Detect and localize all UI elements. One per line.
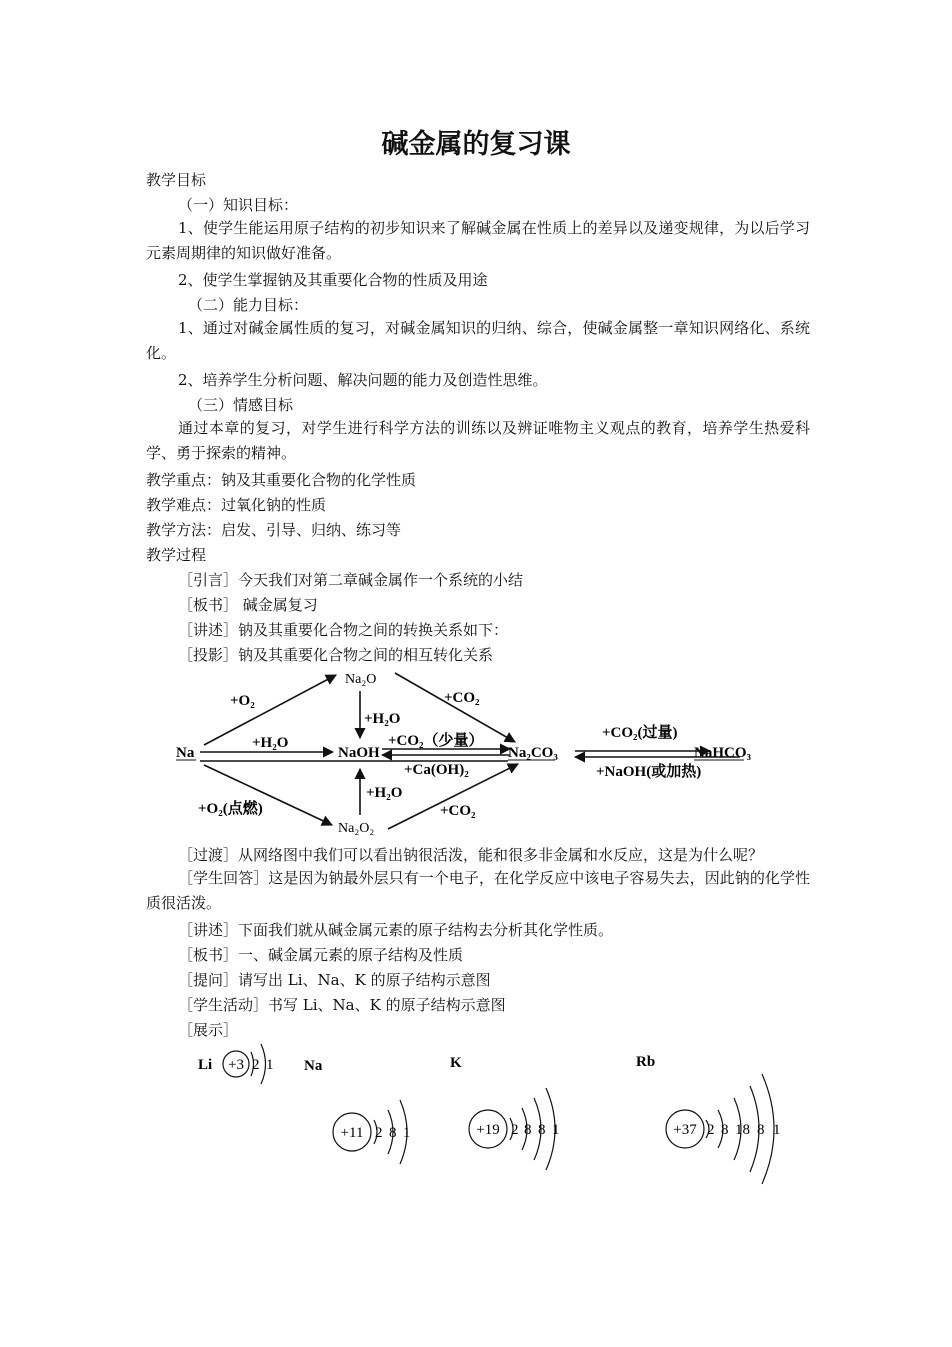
atom-rb-shell-4: 8	[757, 1122, 765, 1138]
arrow-na2o-to-na2co3	[395, 673, 515, 742]
paragraph-knowledge-1: 1、使学生能运用原子结构的初步知识来了解碱金属在性质上的差异以及递变规律，为以后学习元素周期律的知识做好准备。	[146, 219, 810, 262]
label-naoh-heat: +NaOH(或加热)	[596, 764, 702, 780]
label-caoh2: +Ca(OH)₂	[404, 762, 469, 778]
atom-k-nucleus: +19	[476, 1122, 500, 1138]
line-method: 教学方法：启发、引导、归纳、练习等	[146, 521, 402, 539]
label-co2-bottom: +CO₂	[440, 803, 476, 819]
label-h2o-na2o2: +H₂O	[366, 785, 403, 801]
line-ability-2: 2、培养学生分析问题、解决问题的能力及创造性思维。	[178, 371, 548, 389]
atom-k-shell-3: 8	[538, 1122, 546, 1138]
atom-k-shell-2: 8	[524, 1122, 532, 1138]
line-board-2: ［板书］一、碱金属元素的原子结构及性质	[178, 946, 464, 964]
atom-label-rb: Rb	[636, 1054, 656, 1070]
species-naoh: NaOH	[338, 745, 380, 761]
label-co2-top: +CO₂	[444, 690, 480, 706]
atom-na-shell-3: 1	[403, 1125, 411, 1141]
atom-k-shell-1: 2	[511, 1122, 519, 1138]
atom-label-k: K	[450, 1055, 462, 1071]
atom-na-nucleus: +11	[340, 1125, 364, 1141]
species-na2o: Na₂O	[345, 672, 377, 687]
atom-na-shell-1: 2	[375, 1125, 383, 1141]
line-transition: ［过渡］从网络图中我们可以看出钠很活泼，能和很多非金属和水反应，这是为什么呢？	[178, 846, 764, 864]
atom-rb-shell-1: 2	[707, 1122, 715, 1138]
atom-rb-shell-2: 8	[721, 1122, 729, 1138]
atom-rb-nucleus: +37	[673, 1122, 697, 1138]
line-difficulty: 教学难点：过氧化钠的性质	[146, 496, 327, 514]
atom-li-nucleus: +3	[228, 1057, 244, 1073]
atom-na-shell-2: 8	[389, 1125, 397, 1141]
line-narrate-1: ［讲述］钠及其重要化合物之间的转换关系如下：	[178, 621, 509, 639]
atom-rb-shell-5: 1	[773, 1122, 781, 1138]
page-title: 碱金属的复习课	[381, 129, 571, 160]
species-na2co3: Na₂CO₃	[508, 745, 558, 761]
line-intro: ［引言］今天我们对第二章碱金属作一个系统的小结	[178, 571, 524, 589]
atom-li-shell-1: 2	[252, 1057, 260, 1073]
line-student-activity: ［学生活动］书写 Li、Na、K 的原子结构示意图	[178, 996, 506, 1014]
atom-rb-shell-3: 18	[735, 1122, 750, 1138]
label-o2-ignite: +O₂(点燃)	[198, 801, 263, 817]
reaction-network-diagram	[0, 665, 952, 840]
label-co2-small: +CO₂（少量）	[388, 733, 484, 749]
species-nahco3: NaHCO₃	[694, 745, 751, 761]
section-heading-goals: 教学目标	[146, 171, 207, 189]
atom-k-shell-4: 1	[552, 1122, 560, 1138]
line-question: ［提问］请写出 Li、Na、K 的原子结构示意图	[178, 971, 491, 989]
species-na2o2: Na₂O₂	[338, 821, 375, 836]
subheading-emotion: （三）情感目标	[188, 396, 294, 414]
paragraph-emotion: 通过本章的复习，对学生进行科学方法的训练以及辨证唯物主义观点的教育，培养学生热爱科学、勇于探索的精神。	[146, 419, 810, 462]
subheading-ability: （二）能力目标：	[188, 296, 309, 314]
atom-li-shell-2: 1	[266, 1057, 274, 1073]
species-na: Na	[176, 745, 195, 761]
label-h2o-na2o: +H₂O	[364, 711, 401, 727]
line-knowledge-2: 2、使学生掌握钠及其重要化合物的性质及用途	[178, 271, 488, 289]
label-co2-excess: +CO₂(过量)	[602, 725, 678, 741]
subheading-knowledge: （一）知识目标：	[178, 196, 299, 214]
atom-label-li: Li	[198, 1057, 213, 1073]
atomic-structure-diagrams	[0, 1040, 952, 1200]
line-display: ［展示］	[178, 1021, 239, 1039]
atom-label-na: Na	[304, 1058, 323, 1074]
line-board-1: ［板书］ 碱金属复习	[178, 596, 318, 614]
line-projection: ［投影］钠及其重要化合物之间的相互转化关系	[178, 646, 494, 664]
line-narrate-2: ［讲述］下面我们就从碱金属元素的原子结构去分析其化学性质。	[178, 921, 614, 939]
section-heading-process: 教学过程	[146, 546, 207, 564]
paragraph-student-answer: ［学生回答］这是因为钠最外层只有一个电子，在化学反应中该电子容易失去，因此钠的化学性质很活泼。	[146, 869, 810, 912]
line-key-point: 教学重点：钠及其重要化合物的化学性质	[146, 471, 417, 489]
label-h2o-na: +H₂O	[252, 735, 289, 751]
paragraph-ability-1: 1、通过对碱金属性质的复习，对碱金属知识的归纳、综合，使碱金属整一章知识网络化、系统化。	[146, 319, 810, 362]
label-o2: +O₂	[230, 693, 255, 709]
